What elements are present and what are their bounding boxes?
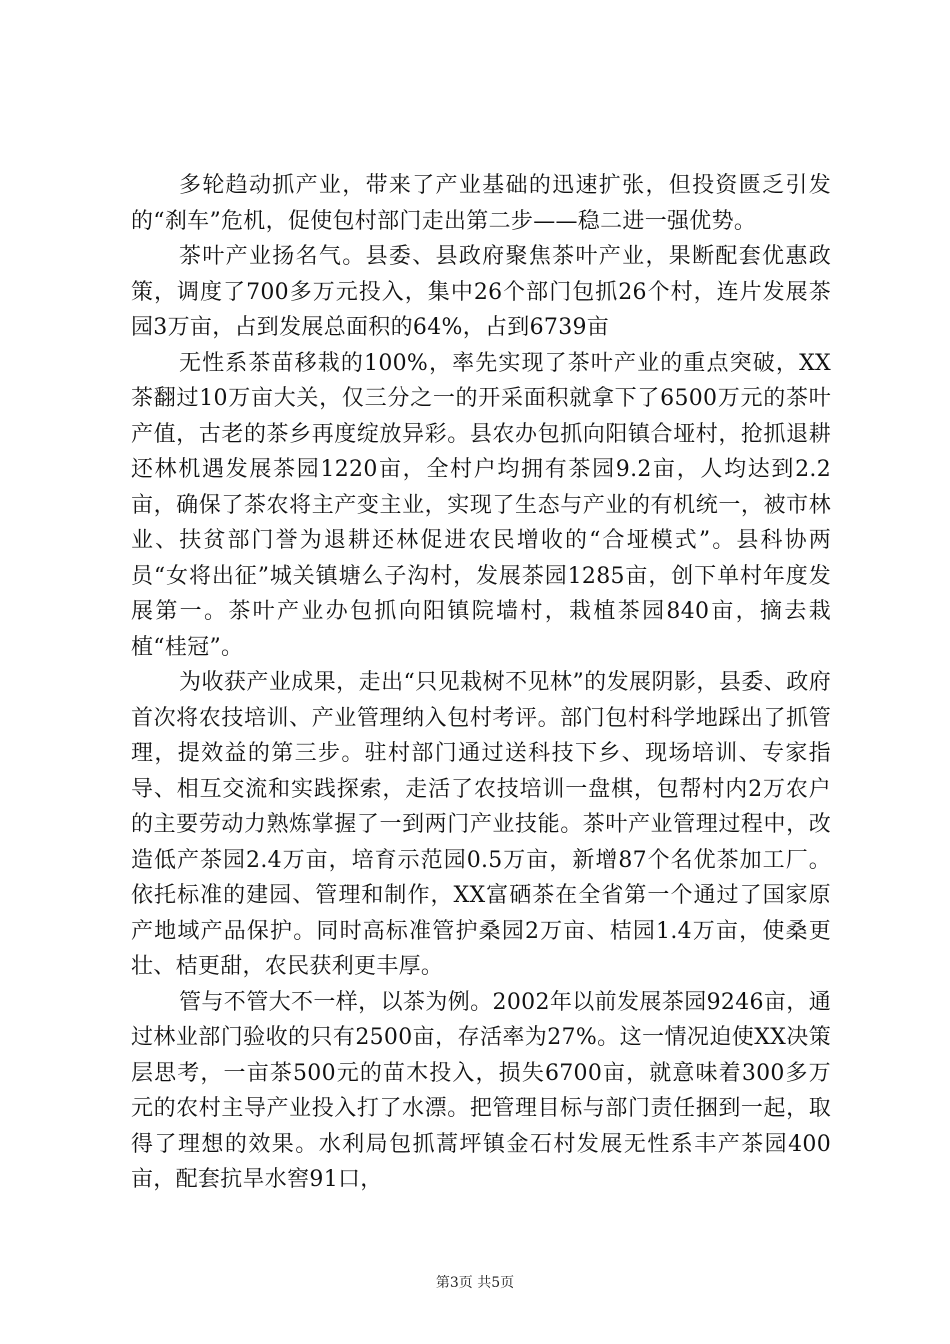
page-number-footer: 第3页 共5页 bbox=[435, 1275, 515, 1291]
paragraph: 茶叶产业扬名气。县委、县政府聚焦茶叶产业，果断配套优惠政策，调度了700多万元投入，集中26个部门包抓26个村，连片发展茶园3万亩，占到发展总面积的64%，占到6739亩 bbox=[131, 244, 831, 340]
paragraph: 为收获产业成果，走出“只见栽树不见林”的发展阴影，县委、政府首次将农技培训、产业管理纳入包村考评。部门包村科学地踩出了抓管理，提效益的第三步。驻村部门通过送科技下乡、现场培训、专家指导、相互交流和实践探索，走活了农技培训一盘棋，包帮村内2万农户的主要劳动力熟炼掌握了一到两门产业技能。茶叶产业管理过程中，改造低产茶园2.4万亩，培育示范园0.5万亩，新增87个名优茶加工厂。依托标准的建园、管理和制作，XX富硒茶在全省第一个通过了国家原产地域产品保护。同时高标准管护桑园2万亩、桔园1.4万亩，使桑更壮、桔更甜，农民获利更丰厚。 bbox=[131, 670, 831, 979]
paragraph: 多轮趋动抓产业，带来了产业基础的迅速扩张，但投资匮乏引发的“刹车”危机，促使包村部门走出第二步——稳二进一强优势。 bbox=[131, 173, 831, 234]
paragraph: 无性系茶苗移栽的100%，率先实现了茶叶产业的重点突破，XX茶翻过10万亩大关，仅三分之一的开采面积就拿下了6500万元的茶叶产值，古老的茶乡再度绽放异彩。县农办包抓向阳镇合垭村，抢抓退耕还林机遇发展茶园1220亩，全村户均拥有茶园9.2亩，人均达到2.2亩，确保了茶农将主产变主业，实现了生态与产业的有机统一，被市林业、扶贫部门誉为退耕还林促进农民增收的“合垭模式”。县科协两员“女将出征”城关镇塘么子沟村，发展茶园1285亩，创下单村年度发展第一。茶叶产业办包抓向阳镇院墙村，栽植茶园840亩，摘去栽植“桂冠”。 bbox=[131, 350, 831, 660]
paragraph: 管与不管大不一样，以茶为例。2002年以前发展茶园9246亩，通过林业部门验收的只有2500亩，存活率为27%。这一情况迫使XX决策层思考，一亩茶500元的苗木投入，损失6700亩，就意味着300多万元的农村主导产业投入打了水漂。把管理目标与部门责任捆到一起，取得了理想的效果。水利局包抓蒿坪镇金石村发展无性系丰产茶园400亩，配套抗旱水窖91口， bbox=[131, 989, 831, 1192]
document-body bbox=[131, 168, 831, 1198]
